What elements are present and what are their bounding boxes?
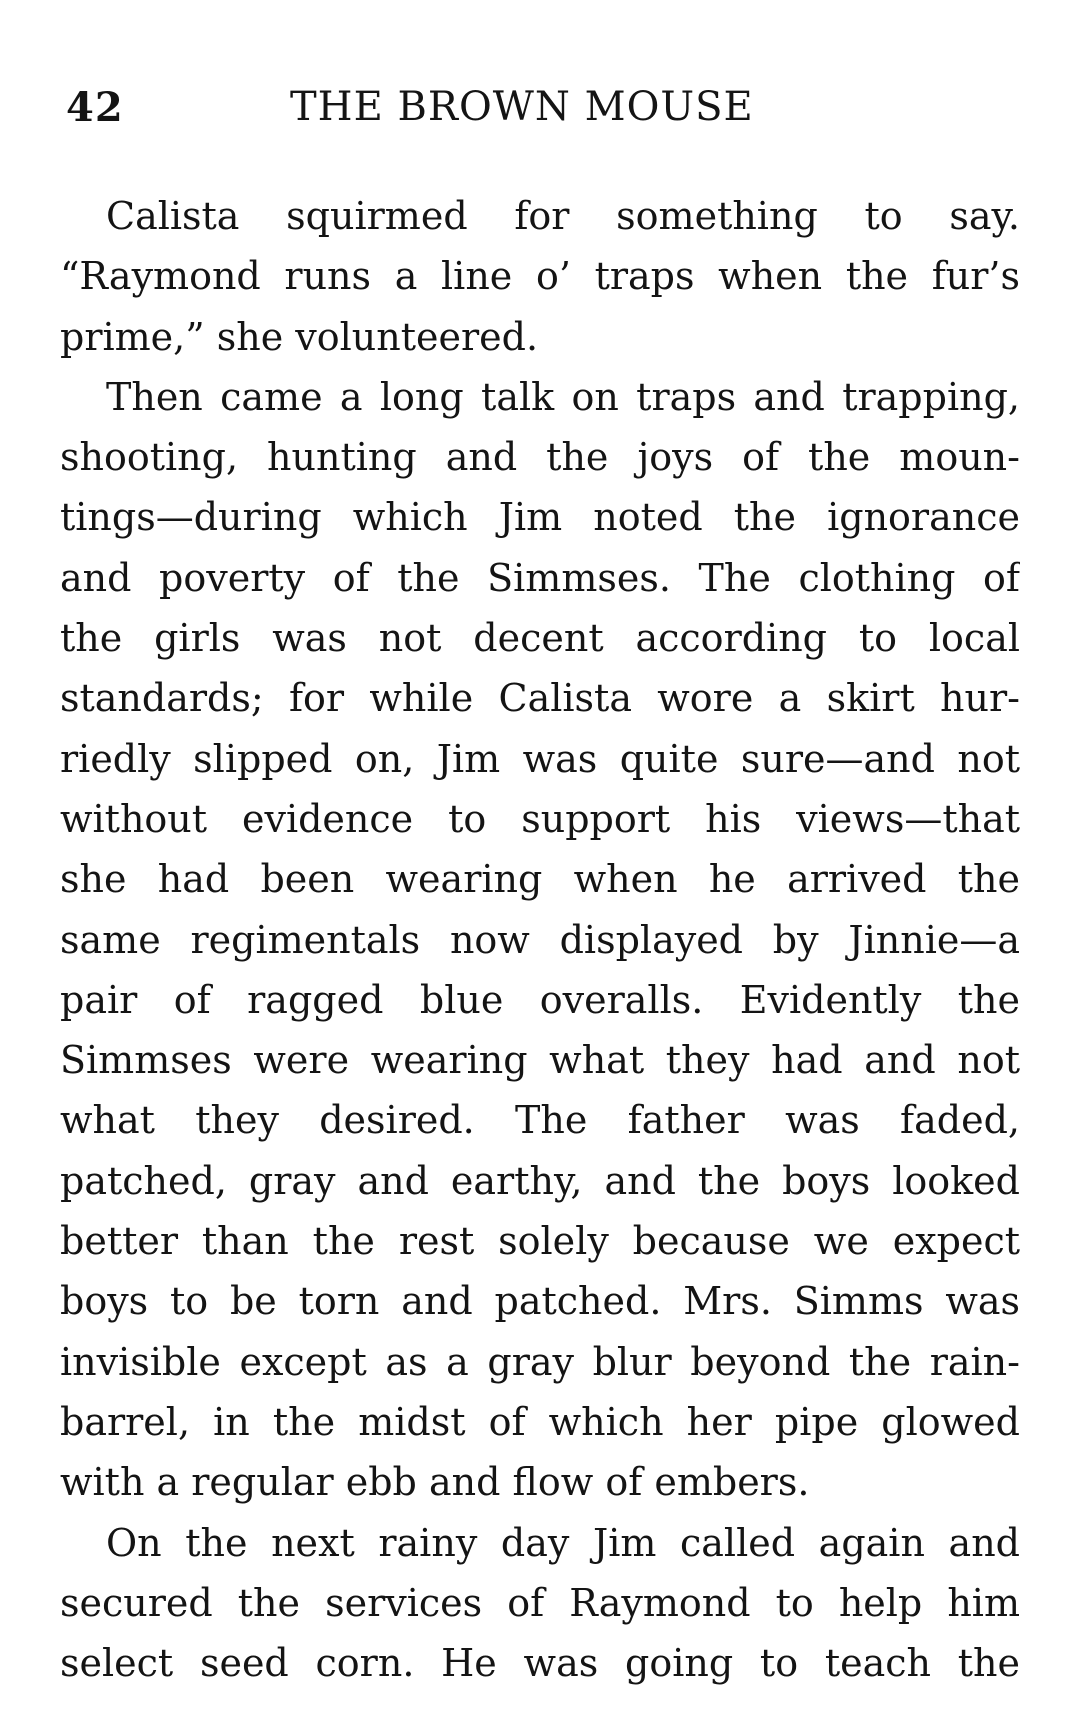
text-line: select seed corn. He was going to teach the [60, 1641, 1020, 1686]
running-title: THE BROWN MOUSE [290, 84, 754, 130]
paragraph [60, 186, 1020, 367]
page-header [60, 84, 1020, 134]
text-line: standards; for while Calista wore a skirt hur- [60, 676, 1020, 721]
text-line: Simmses were wearing what they had and not [60, 1038, 1020, 1083]
text-line: with a regular ebb and flow of embers. [60, 1460, 810, 1505]
text-line: riedly slipped on, Jim was quite sure—and not [60, 736, 1020, 781]
text-line: Calista squirmed for something to say. [106, 194, 1020, 238]
text-line: better than the rest solely because we expect [60, 1219, 1020, 1264]
text-line: Then came a long talk on traps and trapping, [106, 374, 1020, 419]
text-line: shooting, hunting and the joys of the moun- [60, 435, 1020, 480]
text-line: and poverty of the Simmses. The clothing of [60, 555, 1020, 600]
text-line: “Raymond runs a line o’ traps when the fur’s [60, 254, 1020, 299]
text-line: same regimentals now displayed by Jinnie—a [60, 917, 1020, 962]
text-line: pair of ragged blue overalls. Evidently the [60, 977, 1020, 1022]
page-number: 42 [66, 84, 124, 131]
text-line: tings—during which Jim noted the ignorance [60, 495, 1020, 540]
text-line: patched, gray and earthy, and the boys looked [60, 1158, 1020, 1203]
body-text [60, 186, 1020, 1693]
text-line: without evidence to support his views—that [60, 796, 1020, 841]
text-line: boys to be torn and patched. Mrs. Simms was [60, 1279, 1020, 1324]
paragraph [60, 367, 1020, 1513]
text-line: barrel, in the midst of which her pipe glowed [60, 1399, 1020, 1444]
paragraph [60, 1513, 1020, 1694]
text-line: the girls was not decent according to local [60, 616, 1020, 661]
text-line: On the next rainy day Jim called again and [106, 1520, 1020, 1565]
text-line: invisible except as a gray blur beyond the rain- [60, 1339, 1020, 1384]
text-line: prime,” she volunteered. [60, 314, 539, 359]
text-line: secured the services of Raymond to help him [60, 1580, 1020, 1625]
text-line: what they desired. The father was faded, [60, 1098, 1020, 1143]
text-line: she had been wearing when he arrived the [60, 857, 1020, 902]
